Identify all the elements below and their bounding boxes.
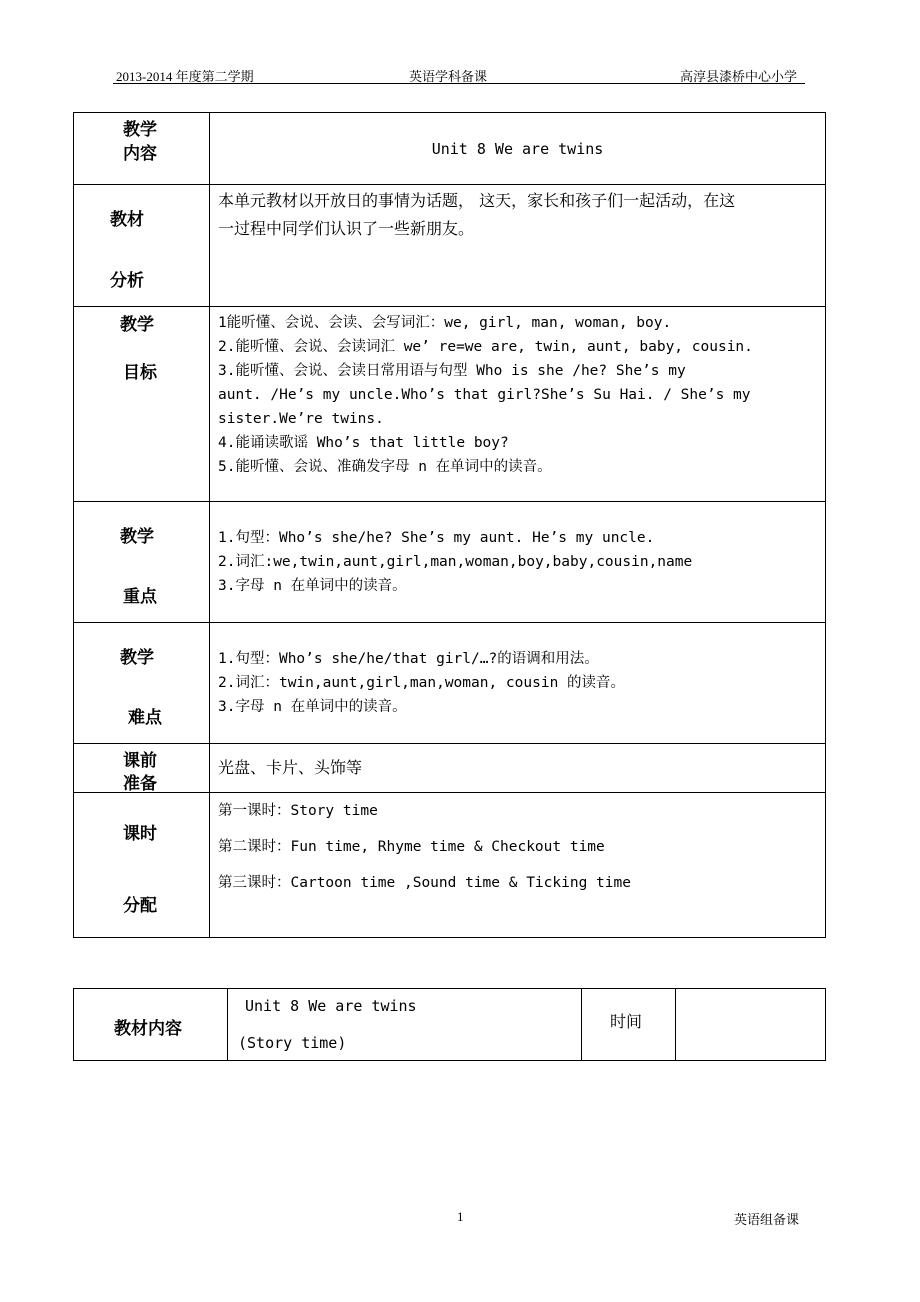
row-content bbox=[74, 113, 826, 185]
goal-line: sister.We’re twins. bbox=[218, 411, 384, 427]
lesson-content-label-cell bbox=[74, 989, 228, 1061]
label-line1: 课时 bbox=[123, 824, 157, 844]
page-number: 1 bbox=[457, 1209, 464, 1224]
label-difficulties bbox=[74, 623, 210, 744]
time-label: 时间 bbox=[610, 1012, 643, 1031]
goal-line: aunt. /He’s my uncle.Who’s that girl?She’s Su Hai. / She’s my bbox=[218, 387, 751, 403]
label-line2: 内容 bbox=[123, 144, 157, 164]
label-line1: 教学 bbox=[120, 315, 154, 335]
label-content bbox=[74, 113, 210, 185]
preparation-value: 光盘、卡片、头饰等 bbox=[210, 744, 826, 793]
label-line2: 分配 bbox=[123, 896, 157, 916]
row-preparation bbox=[74, 744, 826, 793]
footer-group: 英语组备课 bbox=[734, 1212, 800, 1227]
label-line1: 教材 bbox=[110, 210, 144, 230]
goal-line: 5.能听懂、会说、准确发字母 n 在单词中的读音。 bbox=[218, 459, 552, 475]
schedule-text bbox=[210, 793, 826, 938]
goal-line: 2.能听懂、会说、会读词汇 we’ re=we are, twin, aunt, baby, cousin. bbox=[218, 339, 753, 355]
goal-line: 1能听懂、会说、会读、会写词汇：we, girl, man, woman, boy. bbox=[218, 315, 672, 331]
key-point-line: 1.句型：Who’s she/he? She’s my aunt. He’s my uncle. bbox=[218, 530, 655, 546]
analysis-text bbox=[210, 185, 826, 307]
schedule-line: 第一课时：Story time bbox=[218, 803, 378, 819]
difficulty-line: 1.句型：Who’s she/he/that girl/…?的语调和用法。 bbox=[218, 651, 599, 667]
lesson-info-table bbox=[73, 988, 826, 1061]
label-line2: 重点 bbox=[123, 587, 157, 607]
label-preparation bbox=[74, 744, 210, 793]
header-rule bbox=[113, 83, 805, 84]
label-schedule bbox=[74, 793, 210, 938]
difficulty-line: 3.字母 n 在单词中的读音。 bbox=[218, 699, 407, 715]
header-school: 高淳县漆桥中心小学 bbox=[680, 69, 798, 84]
label-analysis bbox=[74, 185, 210, 307]
lesson-section: (Story time) bbox=[238, 1034, 347, 1052]
label-line2: 难点 bbox=[128, 708, 162, 728]
time-label-cell bbox=[582, 989, 676, 1061]
key-points-text bbox=[210, 502, 826, 623]
time-value[interactable] bbox=[676, 989, 826, 1061]
label-line1: 课前 bbox=[123, 751, 157, 771]
row-goals bbox=[74, 307, 826, 502]
schedule-line: 第三课时：Cartoon time ,Sound time & Ticking time bbox=[218, 875, 631, 891]
content-value: Unit 8 We are twins bbox=[210, 113, 826, 185]
schedule-line: 第二课时：Fun time, Rhyme time & Checkout time bbox=[218, 839, 605, 855]
row-difficulties bbox=[74, 623, 826, 744]
goal-line: 4.能诵读歌谣 Who’s that little boy? bbox=[218, 435, 509, 451]
lesson-unit: Unit 8 We are twins bbox=[245, 997, 417, 1015]
analysis-line: 本单元教材以开放日的事情为话题， 这天，家长和孩子们一起活动，在这 bbox=[218, 191, 736, 210]
row-schedule bbox=[74, 793, 826, 938]
header-term: 2013-2014 年度第二学期 bbox=[116, 69, 254, 84]
label-key-points bbox=[74, 502, 210, 623]
analysis-line: 一过程中同学们认识了一些新朋友。 bbox=[218, 219, 475, 238]
label-line2: 目标 bbox=[123, 363, 157, 383]
label-line1: 教学 bbox=[120, 527, 154, 547]
key-point-line: 2.词汇:we,twin,aunt,girl,man,woman,boy,baby,cousin,name bbox=[218, 554, 693, 570]
row-analysis bbox=[74, 185, 826, 307]
lesson-plan-table bbox=[73, 112, 826, 938]
lesson-content-value bbox=[228, 989, 582, 1061]
label-goals bbox=[74, 307, 210, 502]
label-line1: 教学 bbox=[120, 648, 154, 668]
label-line2: 准备 bbox=[123, 774, 157, 794]
goals-text bbox=[210, 307, 826, 502]
label-line1: 教学 bbox=[123, 120, 157, 140]
label-line2: 分析 bbox=[110, 271, 144, 291]
difficulties-text bbox=[210, 623, 826, 744]
lesson-info-row bbox=[74, 989, 826, 1061]
row-key-points bbox=[74, 502, 826, 623]
goal-line: 3.能听懂、会说、会读日常用语与句型 Who is she /he? She’s my bbox=[218, 363, 686, 379]
lesson-content-label: 教材内容 bbox=[114, 1019, 182, 1039]
header-subject: 英语学科备课 bbox=[409, 69, 488, 84]
difficulty-line: 2.词汇：twin,aunt,girl,man,woman, cousin 的读音。 bbox=[218, 675, 626, 691]
key-point-line: 3.字母 n 在单词中的读音。 bbox=[218, 578, 407, 594]
